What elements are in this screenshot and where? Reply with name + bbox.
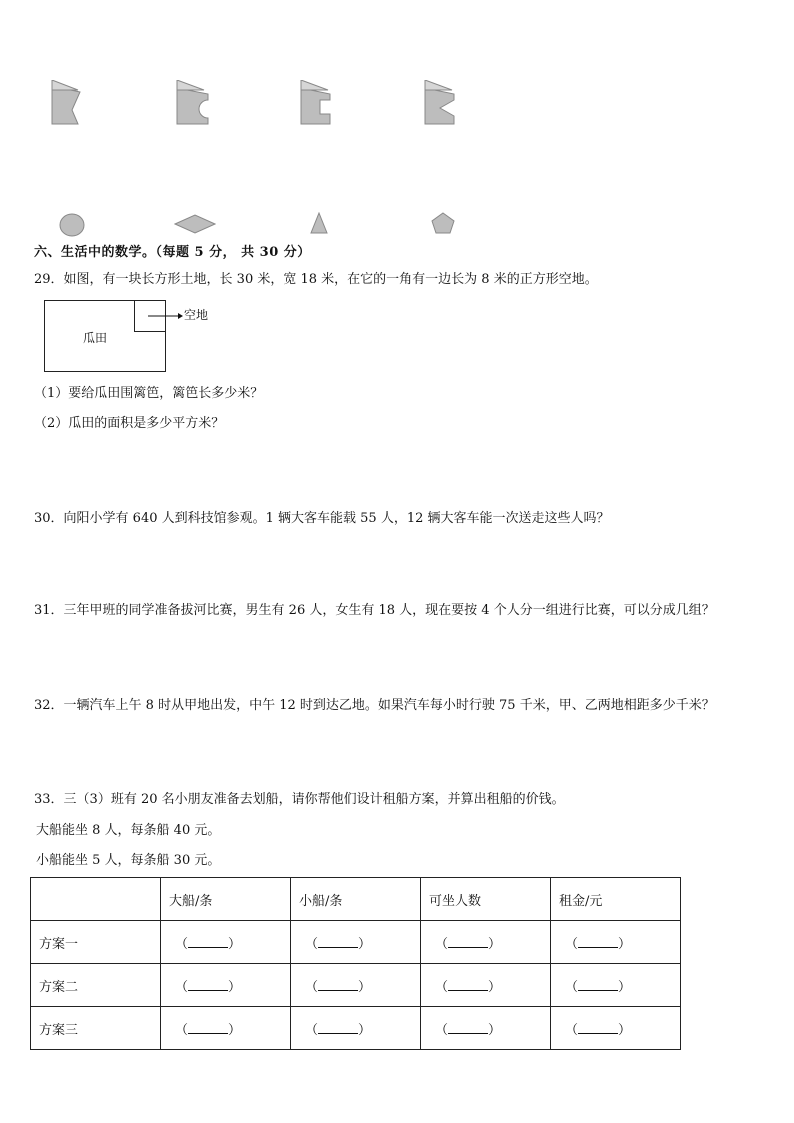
table-header-cell: 租金/元 (551, 878, 681, 921)
question-30: 30．向阳小学有 640 人到科技馆参观。1 辆大客车能载 55 人，12 辆大客车能一次送走这些人吗？ (34, 511, 610, 526)
empty-label: 空地 (184, 308, 209, 322)
answer-blank[interactable]: （ ） (161, 1007, 291, 1050)
answer-blank[interactable]: （ ） (291, 921, 421, 964)
answer-blank[interactable]: （ ） (421, 1007, 551, 1050)
question-29-part-1: （1）要给瓜田围篱笆，篱笆长多少米？ (34, 386, 264, 401)
question-29: 29．如图，有一块长方形土地，长 30 米，宽 18 米，在它的一角有一边长为 8 米的正方形空地。 (34, 272, 598, 287)
small-boat-info: 小船能坐 5 人，每条船 30 元。 (36, 853, 221, 868)
folded-rect-triangle-notch-icon (422, 80, 458, 126)
answer-blank[interactable]: （ ） (421, 964, 551, 1007)
row-label: 方案三 (31, 1007, 161, 1050)
table-header-cell: 小船/条 (291, 878, 421, 921)
section-title: 六、生活中的数学。（每题 5 分， 共 30 分） (34, 245, 311, 260)
diamond-icon (174, 214, 216, 234)
answer-blank[interactable]: （ ） (551, 1007, 681, 1050)
question-29-part-2: （2）瓜田的面积是多少平方米？ (34, 416, 225, 431)
circle-icon (58, 212, 86, 238)
field-label: 瓜田 (83, 331, 108, 345)
rental-plan-table (30, 877, 681, 1050)
answer-blank[interactable]: （ ） (551, 921, 681, 964)
row-label: 方案二 (31, 964, 161, 1007)
table-header-cell: 可坐人数 (421, 878, 551, 921)
arrow-right-icon (148, 311, 184, 321)
table-header-cell (31, 878, 161, 921)
folded-rect-square-notch-icon (298, 80, 334, 126)
triangle-icon (310, 212, 328, 234)
answer-blank[interactable]: （ ） (161, 921, 291, 964)
answer-blank[interactable]: （ ） (291, 1007, 421, 1050)
table-row (31, 1007, 681, 1050)
folded-rect-semicircle-icon (174, 80, 212, 126)
answer-blank[interactable]: （ ） (161, 964, 291, 1007)
answer-blank[interactable]: （ ） (551, 964, 681, 1007)
table-header-row (31, 878, 681, 921)
question-33: 33．三（3）班有 20 名小朋友准备去划船，请你帮他们设计租船方案，并算出租船的价钱。 (34, 792, 565, 807)
question-31: 31．三年甲班的同学准备拔河比赛，男生有 26 人，女生有 18 人，现在要按 4 个人分一组进行比赛，可以分成几组？ (34, 603, 715, 618)
pentagon-icon (431, 212, 455, 234)
answer-blank[interactable]: （ ） (291, 964, 421, 1007)
row-label: 方案一 (31, 921, 161, 964)
question-32: 32．一辆汽车上午 8 时从甲地出发，中午 12 时到达乙地。如果汽车每小时行驶 75 千米，甲、乙两地相距多少千米？ (34, 698, 715, 713)
answer-blank[interactable]: （ ） (421, 921, 551, 964)
table-header-cell: 大船/条 (161, 878, 291, 921)
table-row (31, 921, 681, 964)
table-row (31, 964, 681, 1007)
folded-rect-notch-icon (48, 80, 84, 126)
big-boat-info: 大船能坐 8 人，每条船 40 元。 (36, 823, 221, 838)
